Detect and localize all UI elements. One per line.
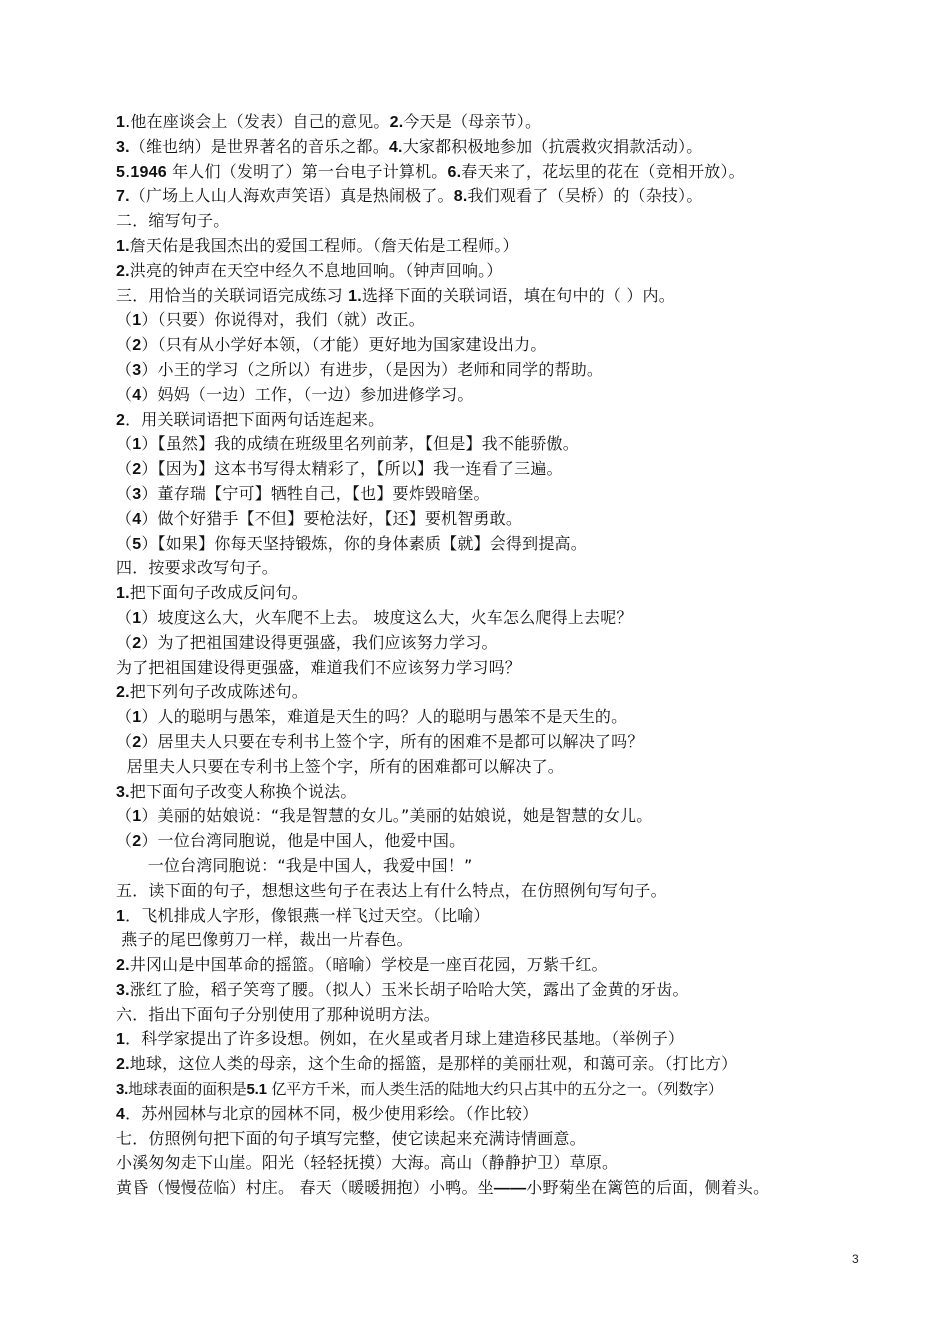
line-1: 1.他在座谈会上（发表）自己的意见。2.今天是（母亲节）。 <box>116 112 542 131</box>
line-14: （1）【虽然】我的成绩在班级里名列前茅，【但是】我不能骄傲。 <box>116 434 579 454</box>
line-31: 一位台湾同胞说：“我是中国人，我爱中国！” <box>116 855 473 875</box>
line-34: 燕子的尾巴像剪刀一样，裁出一片春色。 <box>116 930 413 950</box>
line-27: 居里夫人只要在专利书上签个字，所有的困难都可以解决了。 <box>116 756 564 776</box>
line-18: （5）【如果】你每天坚持锻炼，你的身体素质【就】会得到提高。 <box>116 533 587 553</box>
line-30: （2）一位台湾同胞说，他是中国人，他爱中国。 <box>116 831 466 851</box>
line-36: 3.涨红了脸，稻子笑弯了腰。（拟人）玉米长胡子哈哈大笑，露出了金黄的牙齿。 <box>116 979 689 999</box>
line-22: （2）为了把祖国建设得更强盛，我们应该努力学习。 <box>116 632 498 652</box>
line-44: 黄昏（慢慢莅临）村庄。 春天（暖暖拥抱）小鸭。坐——小野菊坐在篱笆的后面，侧着头。 <box>116 1178 770 1198</box>
section-4-heading: 四．按要求改写句子。 <box>116 558 279 578</box>
line-13: 2．用关联词语把下面两句话连起来。 <box>116 409 385 429</box>
section-2-heading: 二．缩写句子。 <box>116 211 230 231</box>
page-number: 3 <box>852 1252 859 1266</box>
section-3-heading: 三．用恰当的关联词语完成练习 1.选择下面的关联词语，填在句中的（ ）内。 <box>116 285 675 305</box>
line-26: （2）居里夫人只要在专利书上签个字，所有的困难不是都可以解决了吗？ <box>116 731 644 751</box>
line-43: 小溪匆匆走下山崖。阳光（轻轻抚摸）大海。高山（静静护卫）草原。 <box>116 1153 619 1173</box>
line-24: 2.把下列句子改成陈述句。 <box>116 682 308 702</box>
line-3: 5.1946 年人们（发明了）第一台电子计算机。6.春天来了，花坛里的花在（竞相开放）。 <box>116 161 745 181</box>
line-15: （2）【因为】这本书写得太精彩了，【所以】我一连看了三遍。 <box>116 459 563 479</box>
line-33: 1．飞机排成人字形，像银燕一样飞过天空。（比喻） <box>116 905 490 925</box>
line-40: 3.地球表面的面积是5.1 亿平方千米，而人类生活的陆地大约只占其中的五分之一。（列数字） <box>116 1080 723 1099</box>
line-39: 2.地球，这位人类的母亲，这个生命的摇篮，是那样的美丽壮观，和蔼可亲。（打比方） <box>116 1054 738 1074</box>
line-35: 2.井冈山是中国革命的摇篮。（暗喻）学校是一座百花园，万紫千红。 <box>116 955 608 975</box>
line-28: 3.把下面句子改变人称换个说法。 <box>116 781 357 801</box>
line-29: （1）美丽的姑娘说：“我是智慧的女儿。”美丽的姑娘说，她是智慧的女儿。 <box>116 806 653 826</box>
document-content <box>116 110 876 1201</box>
line-16: （3）董存瑞【宁可】牺牲自己，【也】要炸毁暗堡。 <box>116 483 490 503</box>
line-12: （4）妈妈（一边）工作，（一边）参加进修学习。 <box>116 384 474 404</box>
section-7-heading: 七．仿照例句把下面的句子填写完整，使它读起来充满诗情画意。 <box>116 1128 586 1148</box>
line-10: （2）（只有从小学好本领，（才能）更好地为国家建设出力。 <box>116 335 547 355</box>
section-5-heading: 五．读下面的句子，想想这些句子在表达上有什么特点，在仿照例句写句子。 <box>116 880 667 900</box>
section-6-heading: 六．指出下面句子分别使用了那种说明方法。 <box>116 1004 441 1024</box>
line-2: 3.（维也纳）是世界著名的音乐之都。4.大家都积极地参加（抗震救灾捐款活动）。 <box>116 136 703 156</box>
line-41: 4．苏州园林与北京的园林不同，极少使用彩绘。（作比较） <box>116 1103 539 1123</box>
line-23: 为了把祖国建设得更强盛，难道我们不应该努力学习吗？ <box>116 657 522 677</box>
line-7: 2.洪亮的钟声在天空中经久不息地回响。（钟声回响。） <box>116 260 503 280</box>
line-11: （3）小王的学习（之所以）有进步，（是因为）老师和同学的帮助。 <box>116 359 604 379</box>
line-17: （4）做个好猎手【不但】要枪法好，【还】要机智勇敢。 <box>116 508 523 528</box>
line-4: 7.（广场上人山人海欢声笑语）真是热闹极了。8.我们观看了（吴桥）的（杂技）。 <box>116 186 703 206</box>
line-9: （1）（只要）你说得对，我们（就）改正。 <box>116 310 425 330</box>
line-25: （1）人的聪明与愚笨，难道是天生的吗？人的聪明与愚笨不是天生的。 <box>116 707 628 727</box>
line-6: 1.詹天佑是我国杰出的爱国工程师。（詹天佑是工程师。） <box>116 235 519 255</box>
line-21: （1）坡度这么大，火车爬不上去。 坡度这么大，火车怎么爬得上去呢？ <box>116 607 633 627</box>
line-38: 1．科学家提出了许多设想。例如，在火星或者月球上建造移民基地。（举例子） <box>116 1029 685 1049</box>
line-20: 1.把下面句子改成反问句。 <box>116 583 308 603</box>
